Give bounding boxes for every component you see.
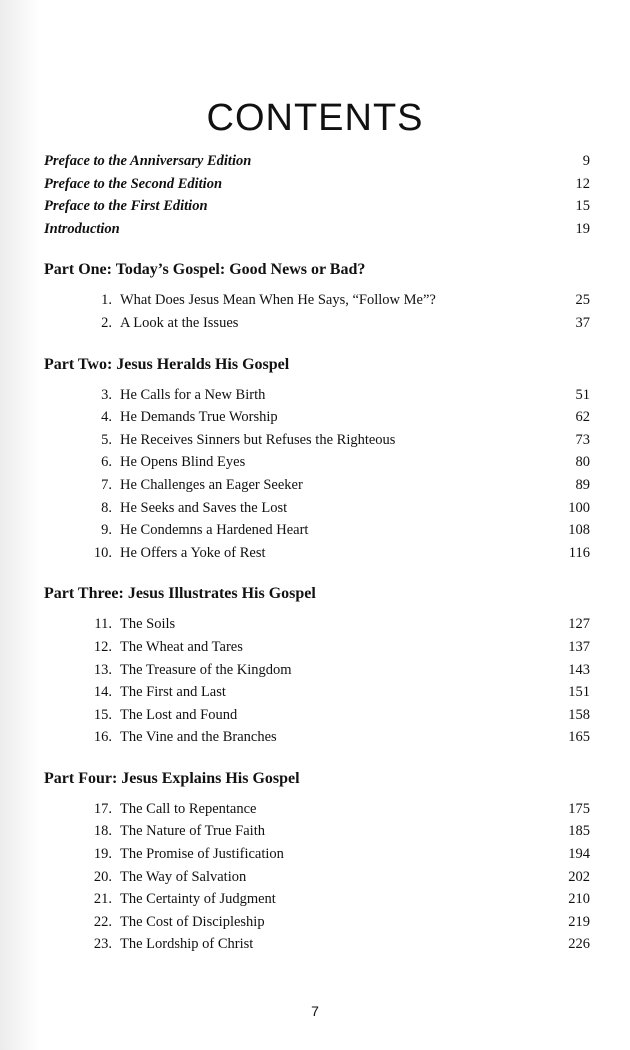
chapter-entry (44, 843, 590, 866)
chapter-entry (44, 312, 590, 335)
entry-page-number: 100 (568, 499, 590, 516)
dot-leader (246, 453, 574, 463)
chapter-number-text: 1. (101, 292, 112, 309)
entry-title: The Vine and the Branches (120, 729, 277, 746)
dot-leader (176, 615, 567, 625)
entry-page-number: 165 (568, 729, 590, 746)
entry-page-number: 19 (575, 220, 590, 237)
entry-page-number: 175 (568, 800, 590, 817)
dot-leader (244, 638, 567, 648)
entry-page-number: 127 (568, 616, 590, 633)
entry-page-number: 9 (582, 153, 590, 169)
chapter-number (44, 798, 112, 821)
chapter-number-text: 10. (93, 544, 112, 561)
chapter-number-text: 6. (101, 454, 112, 471)
dot-leader (293, 661, 568, 671)
entry-title: The Lost and Found (120, 706, 238, 723)
chapter-number (44, 406, 112, 429)
chapter-number (44, 911, 112, 934)
entry-title: He Condemns a Hardened Heart (120, 522, 309, 539)
chapter-entry (44, 613, 590, 636)
entry-title: The Lordship of Christ (120, 936, 254, 953)
front-matter-entry (44, 173, 590, 196)
chapter-number (44, 542, 112, 565)
spacer (44, 335, 590, 353)
front-matter-entry (44, 150, 590, 173)
dot-leader (266, 913, 568, 923)
entry-page-number: 185 (568, 823, 590, 840)
dot-leader (304, 476, 575, 486)
part-heading: Part Four: Jesus Explains His Gospel (44, 769, 300, 787)
chapter-number (44, 866, 112, 889)
dot-leader (209, 197, 575, 207)
chapter-entry (44, 497, 590, 520)
chapter-number-text: 15. (93, 706, 112, 723)
entry-page-number: 51 (575, 386, 590, 403)
entry-title: Introduction (44, 220, 120, 237)
dot-leader (277, 890, 567, 900)
chapter-number-text: 2. (101, 314, 112, 331)
dot-leader (309, 521, 567, 531)
chapter-number (44, 613, 112, 636)
chapter-number (44, 474, 112, 497)
page-number: 7 (311, 1003, 319, 1019)
entry-page-number: 80 (575, 454, 590, 471)
dot-leader (267, 544, 568, 554)
entry-title: Preface to the Second Edition (44, 175, 223, 192)
chapter-entry (44, 429, 590, 452)
chapter-number (44, 312, 112, 335)
chapter-number-text: 19. (93, 846, 112, 863)
chapter-number (44, 429, 112, 452)
dot-leader (239, 314, 574, 324)
chapter-entry (44, 519, 590, 542)
chapter-number-text: 9. (101, 522, 112, 539)
entry-page-number: 158 (568, 706, 590, 723)
chapter-entry (44, 542, 590, 565)
chapter-number-text: 3. (101, 386, 112, 403)
spacer (44, 281, 590, 289)
entry-title: A Look at the Issues (120, 314, 239, 331)
entry-title: The Soils (120, 616, 176, 633)
chapter-number (44, 843, 112, 866)
entry-page-number: 108 (568, 522, 590, 539)
chapter-number-text: 21. (93, 891, 112, 908)
entry-page-number: 194 (568, 846, 590, 863)
chapter-number (44, 726, 112, 749)
entry-title: What Does Jesus Mean When He Says, “Follow Me”? (120, 292, 436, 309)
chapter-number (44, 451, 112, 474)
chapter-entry (44, 681, 590, 704)
dot-leader (288, 499, 567, 509)
chapter-number-text: 8. (101, 499, 112, 516)
entry-page-number: 37 (575, 314, 590, 331)
chapter-entry (44, 933, 590, 956)
chapter-number (44, 704, 112, 727)
spacer (44, 564, 590, 582)
dot-leader (396, 431, 574, 441)
chapter-number (44, 888, 112, 911)
chapter-entry (44, 704, 590, 727)
chapter-entry (44, 911, 590, 934)
chapter-number-text: 16. (93, 729, 112, 746)
entry-page-number: 25 (575, 292, 590, 309)
part-heading: Part Two: Jesus Heralds His Gospel (44, 355, 290, 373)
entry-title: The Promise of Justification (120, 846, 284, 863)
chapter-entry (44, 289, 590, 312)
table-of-contents (44, 150, 590, 956)
chapter-number-text: 5. (101, 431, 112, 448)
dot-leader (121, 220, 575, 230)
chapter-number-text: 14. (93, 684, 112, 701)
chapter-entry (44, 451, 590, 474)
dot-leader (238, 706, 567, 716)
entry-page-number: 226 (568, 936, 590, 953)
chapter-entry (44, 726, 590, 749)
entry-page-number: 89 (575, 476, 590, 493)
entry-title: The Certainty of Judgment (120, 891, 276, 908)
chapter-number (44, 636, 112, 659)
entry-title: The Treasure of the Kingdom (120, 661, 292, 678)
dot-leader (252, 152, 581, 162)
part-heading: Part One: Today’s Gospel: Good News or Bad? (44, 261, 366, 279)
chapter-number (44, 659, 112, 682)
dot-leader (437, 291, 575, 301)
chapter-entry (44, 636, 590, 659)
dot-leader (254, 935, 567, 945)
entry-page-number: 137 (568, 638, 590, 655)
dot-leader (227, 683, 567, 693)
entry-title: The Way of Salvation (120, 868, 247, 885)
chapter-entry (44, 384, 590, 407)
page-title: CONTENTS (206, 97, 424, 140)
chapter-entry (44, 888, 590, 911)
entry-page-number: 202 (568, 868, 590, 885)
entry-page-number: 210 (568, 891, 590, 908)
dot-leader (258, 800, 568, 810)
chapter-number-text: 4. (101, 409, 112, 426)
chapter-number (44, 384, 112, 407)
entry-page-number: 15 (575, 198, 590, 215)
chapter-number (44, 289, 112, 312)
chapter-number (44, 820, 112, 843)
dot-leader (279, 408, 575, 418)
spacer (44, 790, 590, 798)
entry-title: The Wheat and Tares (120, 638, 243, 655)
entry-title: He Seeks and Saves the Lost (120, 499, 288, 516)
chapter-number (44, 933, 112, 956)
entry-title: He Offers a Yoke of Rest (120, 544, 266, 561)
spacer (44, 605, 590, 613)
entry-title: He Opens Blind Eyes (120, 454, 246, 471)
chapter-number (44, 519, 112, 542)
spacer (44, 376, 590, 384)
chapter-entry (44, 659, 590, 682)
chapter-entry (44, 474, 590, 497)
entry-title: The Nature of True Faith (120, 823, 265, 840)
chapter-number-text: 18. (93, 823, 112, 840)
part-heading: Part Three: Jesus Illustrates His Gospel (44, 585, 316, 603)
chapter-number-text: 12. (93, 638, 112, 655)
entry-page-number: 62 (575, 409, 590, 426)
entry-page-number: 73 (575, 431, 590, 448)
entry-title: He Challenges an Eager Seeker (120, 476, 303, 493)
chapter-entry (44, 406, 590, 429)
entry-title: He Receives Sinners but Refuses the Righteous (120, 431, 396, 448)
dot-leader (266, 822, 567, 832)
chapter-number (44, 681, 112, 704)
entry-title: He Demands True Worship (120, 409, 278, 426)
entry-title: The Cost of Discipleship (120, 913, 265, 930)
dot-leader (278, 728, 568, 738)
chapter-number-text: 22. (93, 913, 112, 930)
spacer (44, 240, 590, 258)
entry-title: The Call to Repentance (120, 800, 257, 817)
entry-title: Preface to the Anniversary Edition (44, 153, 252, 169)
chapter-number-text: 13. (93, 661, 112, 678)
chapter-number-text: 17. (93, 800, 112, 817)
dot-leader (266, 386, 574, 396)
page-edge-shading (0, 0, 40, 1050)
dot-leader (285, 845, 567, 855)
front-matter-entry (44, 218, 590, 241)
front-matter-entry (44, 195, 590, 218)
entry-page-number: 151 (568, 684, 590, 701)
dot-leader (223, 175, 574, 185)
chapter-number-text: 23. (93, 936, 112, 953)
dot-leader (247, 868, 567, 878)
chapter-number-text: 11. (94, 616, 112, 633)
chapter-entry (44, 820, 590, 843)
chapter-number (44, 497, 112, 520)
chapter-number-text: 7. (101, 476, 112, 493)
entry-page-number: 12 (575, 175, 590, 192)
entry-page-number: 219 (568, 913, 590, 930)
chapter-number-text: 20. (93, 868, 112, 885)
entry-title: The First and Last (120, 684, 226, 701)
entry-page-number: 143 (568, 661, 590, 678)
entry-page-number: 116 (568, 544, 590, 561)
chapter-entry (44, 866, 590, 889)
spacer (44, 749, 590, 767)
entry-title: Preface to the First Edition (44, 198, 208, 215)
chapter-entry (44, 798, 590, 821)
entry-title: He Calls for a New Birth (120, 386, 266, 403)
